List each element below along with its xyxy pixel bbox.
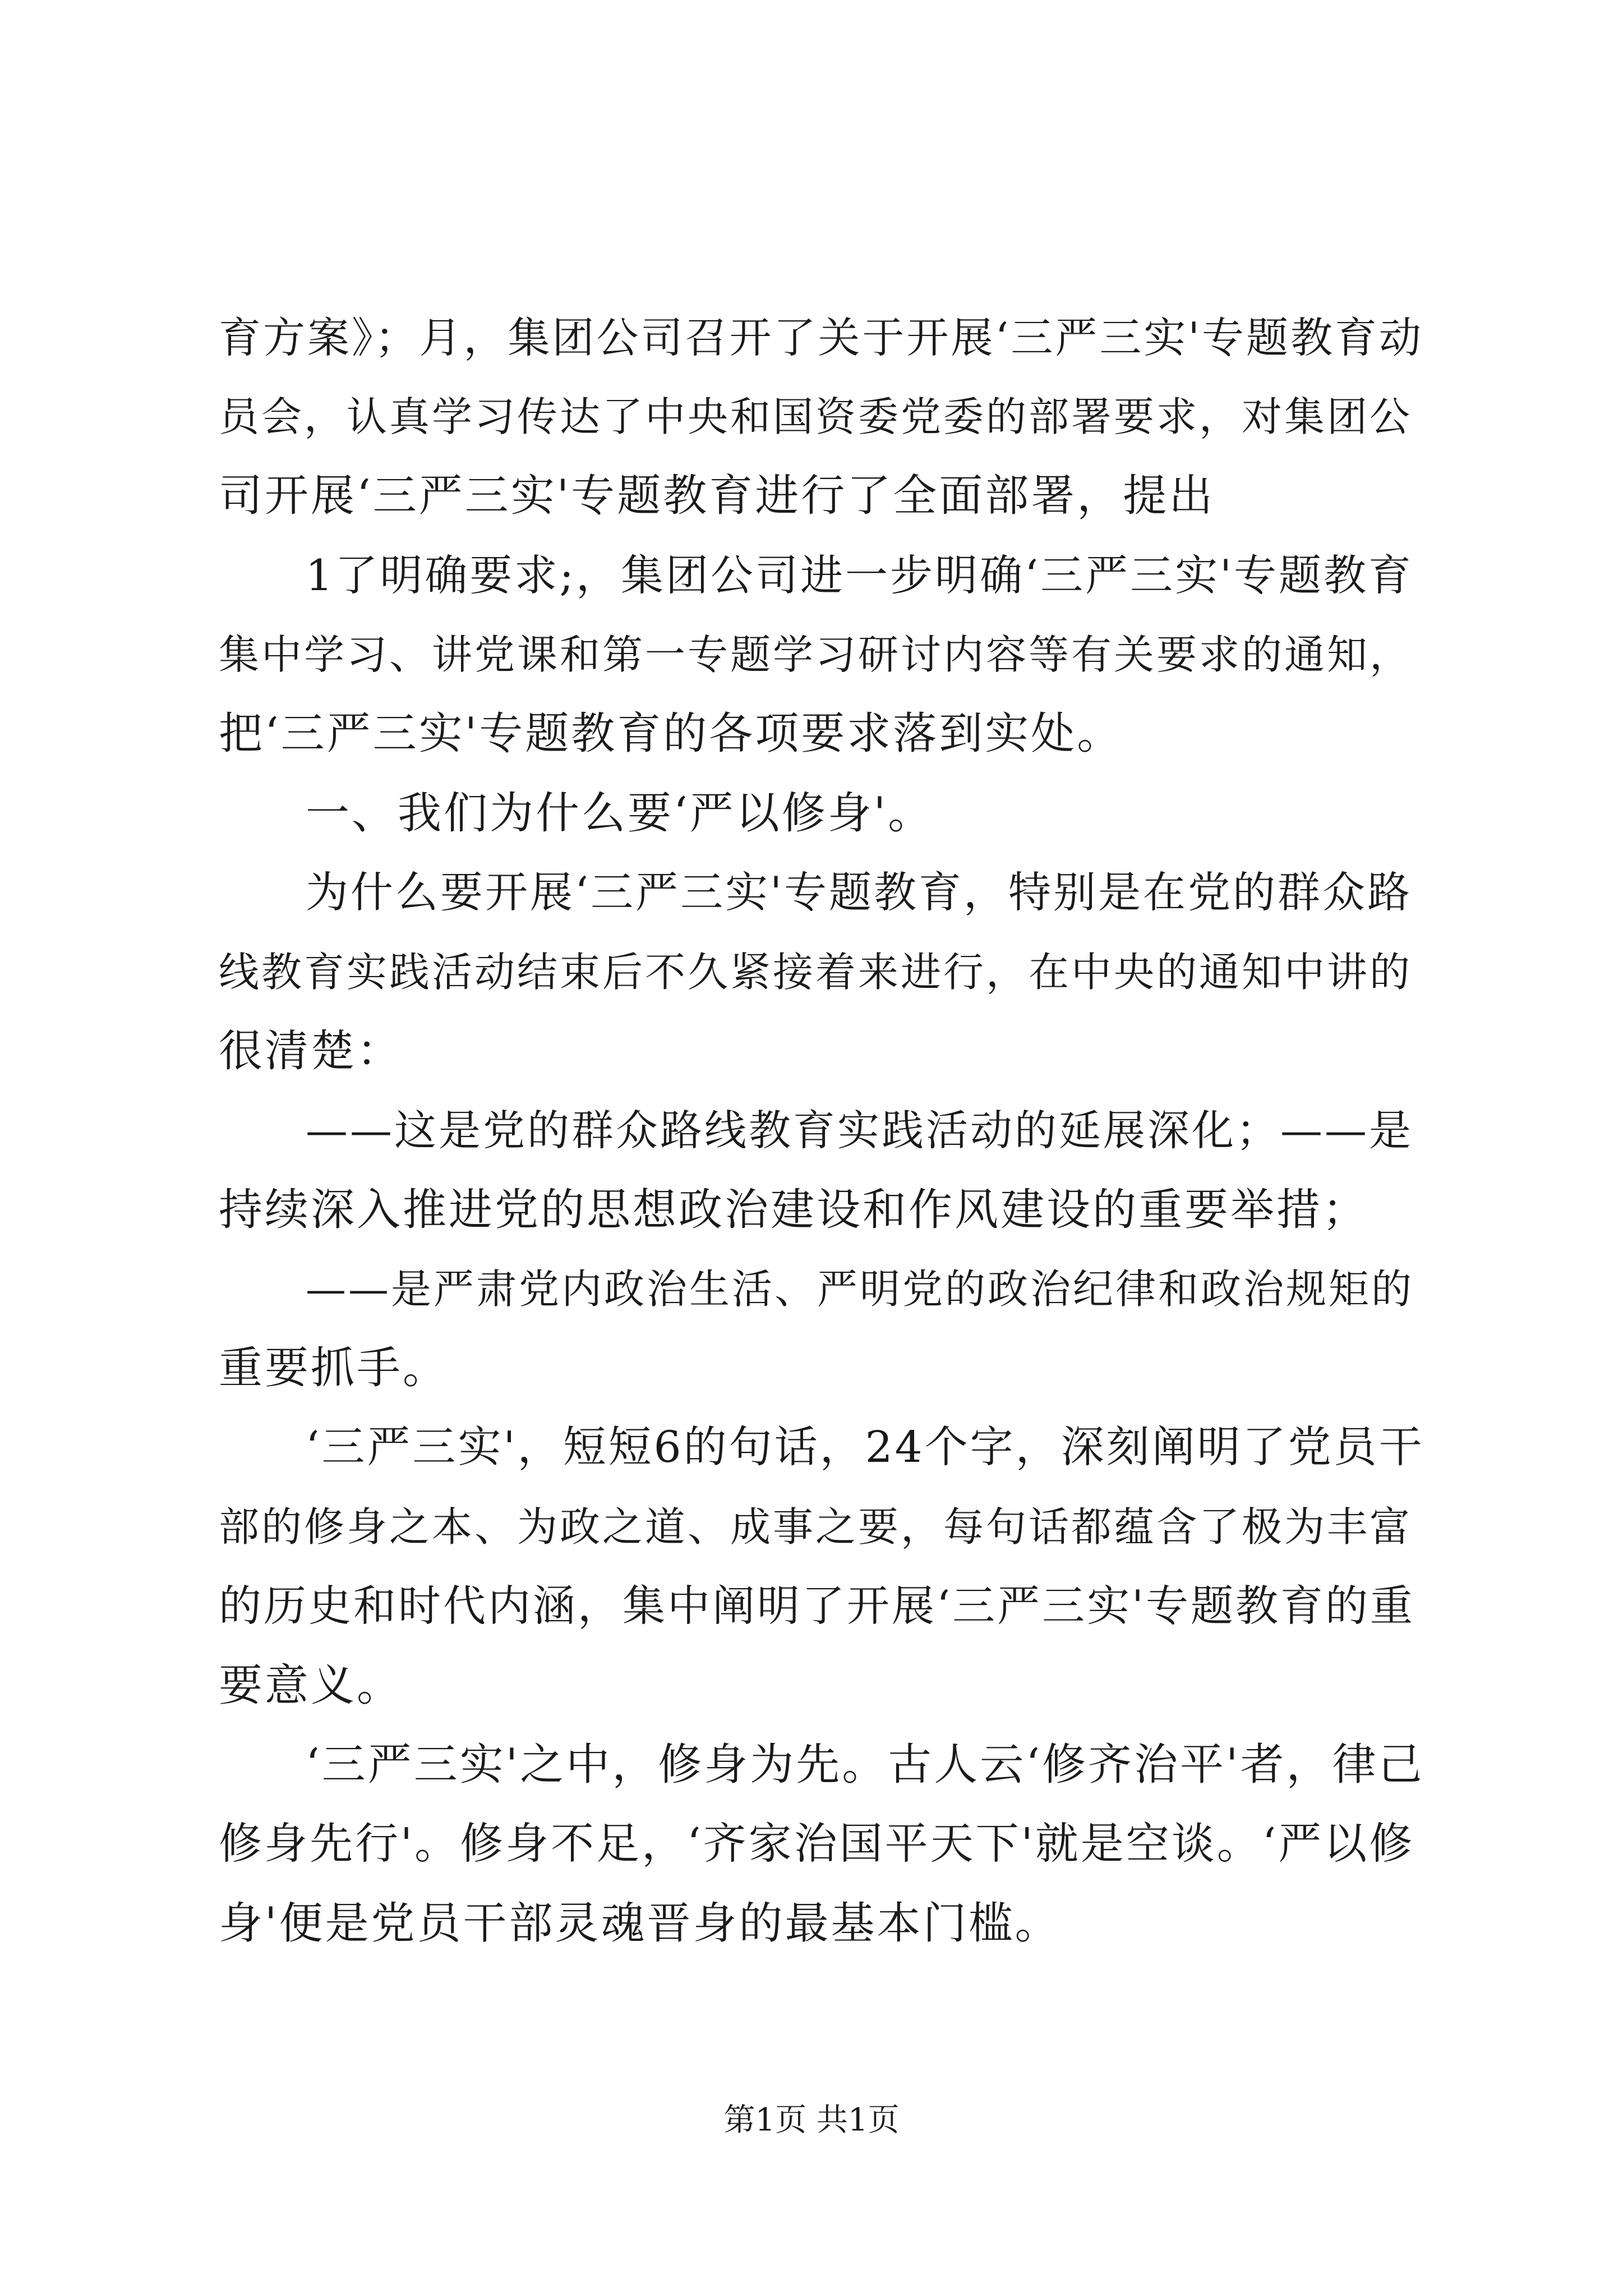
text-line: 育方案》；月，集团公司召开了关于开展‘三严三实'专题教育动 [219,313,1423,362]
text-line: 把‘三严三实'专题教育的各项要求落到实处。 [219,708,1123,759]
text-line: 持续深入推进党的思想政治建设和作风建设的重要举措； [219,1185,1369,1235]
section-heading: 一、我们为什么要‘严以修身'。 [306,788,934,839]
text-line: 修身先行'。修身不足，‘齐家治国平天下'就是空谈。‘严以修 [219,1819,1415,1869]
text-line: 1了明确要求;，集团公司进一步明确‘三严三实'专题教育 [306,550,1414,600]
text-line: ‘三严三实'之中，修身为先。古人云‘修齐治平'者，律己 [306,1740,1424,1790]
text-line: 为什么要开展‘三严三实'专题教育，特别是在党的群众路 [306,867,1413,917]
text-line: 身'便是党员干部灵魂晋身的最基本门槛。 [219,1898,1061,1949]
text-line: 线教育实践活动结束后不久紧接着来进行，在中央的通知中讲的 [219,949,1413,996]
text-line: 的历史和时代内涵，集中阐明了开展‘三严三实'专题教育的重 [219,1581,1415,1631]
text-line: 重要抓手。 [219,1343,449,1393]
page-number-footer: 第1页 共1页 [723,2102,900,2138]
text-line: 很清楚： [219,1026,403,1076]
text-line: ——是严肃党内政治生活、严明党的政治纪律和政治规矩的 [306,1266,1414,1313]
text-line: 集中学习、讲党课和第一专题学习研讨内容等有关要求的通知， [219,631,1413,678]
text-line: 部的修身之本、为政之道、成事之要，每句话都蕴含了极为丰富 [219,1503,1413,1550]
text-line: 要意义。 [219,1660,403,1711]
text-line: 司开展‘三严三实'专题教育进行了全面部署，提出 [219,471,1215,521]
text-line: ——这是党的群众路线教育实践活动的延展深化；——是 [306,1106,1414,1155]
text-line: ‘三严三实'，短短6的句话，24个字，深刻阐明了党员干 [306,1423,1424,1473]
text-line: 员会，认真学习传达了中央和国资委党委的部署要求，对集团公 [219,393,1413,440]
